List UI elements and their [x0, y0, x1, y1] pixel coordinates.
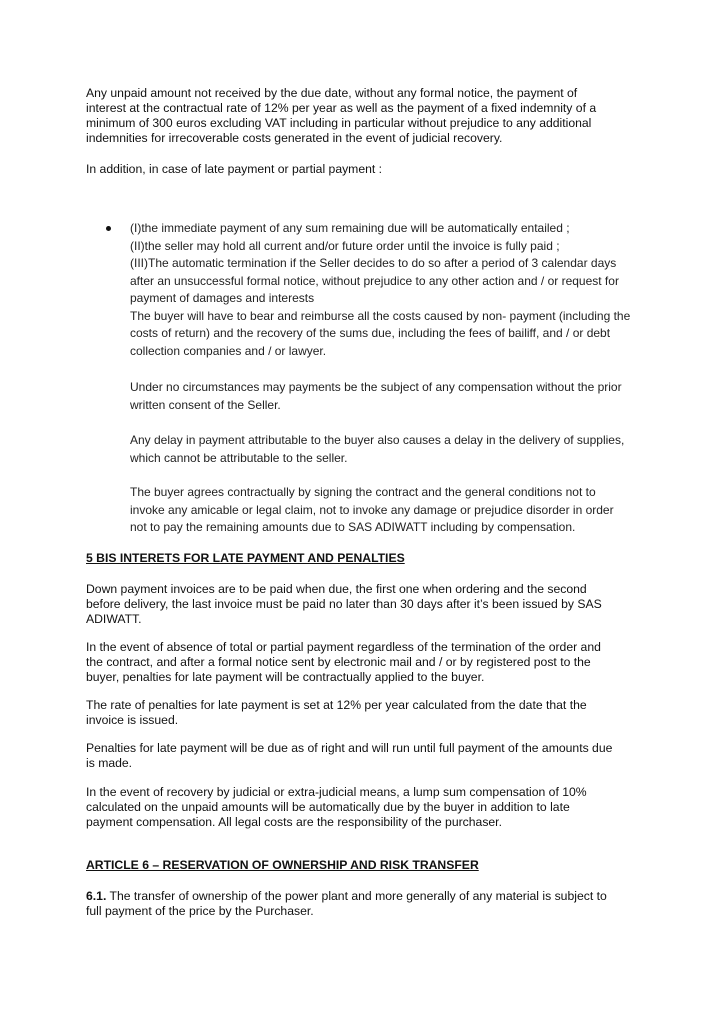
buyer-agreement-paragraph: The buyer agrees contractually by signing the contract and the general conditions not to invoke any amicable or legal claim, not to invoke any damage or prejudice disorder in order not to pay the remaining amounts due to SAS ADIWATT including by compensation. [130, 485, 614, 534]
absence-payment-paragraph: In the event of absence of total or partial payment regardless of the termination of the order and the contract, and after a formal notice sent by electronic mail and / or by registered post to the buyer, penalties for late payment will be contractually applied to the buyer. [86, 640, 601, 684]
article-6-1-paragraph: 6.1. The transfer of ownership of the power plant and more generally of any material is subject to full payment of the price by the Purchaser. [86, 889, 607, 918]
bullet-item: (I)the immediate payment of any sum remaining due will be automatically entailed ; (II)the seller may hold all current and/or future order until the invoice is fully paid ; (III)The automatic termination if the Seller decides to do so after a period of 3 calendar days after an unsuccessful formal notice, without prejudice to any other action and / or request for payment of damages and interests The buyer will have to bear and reimburse all the costs caused by non- payment (including the costs of return) and the recovery of the sums due, including the fees of bailiff, and / or debt collection companies and / or lawyer. [130, 221, 631, 358]
clause-number: 6.1. [86, 889, 107, 903]
delivery-delay-paragraph: Any delay in payment attributable to the buyer also causes a delay in the delivery of supplies, which cannot be attributable to the seller. [130, 433, 625, 465]
compensation-paragraph: Under no circumstances may payments be the subject of any compensation without the prior written consent of the Seller. [130, 380, 622, 412]
section-heading-5bis: 5 BIS INTERETS FOR LATE PAYMENT AND PENALTIES [86, 551, 405, 565]
penalty-rate-paragraph: The rate of penalties for late payment is set at 12% per year calculated from the date that the invoice is issued. [86, 698, 587, 727]
recovery-paragraph: In the event of recovery by judicial or extra-judicial means, a lump sum compensation of 10% calculated on the unpaid amounts will be automatically due by the buyer in addition to late payment compensation. All legal costs are the responsibility of the purchaser. [86, 785, 587, 829]
section-heading-article-6: ARTICLE 6 – RESERVATION OF OWNERSHIP AND RISK TRANSFER [86, 858, 479, 872]
bullet-icon [106, 226, 111, 231]
unpaid-amount-paragraph: Any unpaid amount not received by the due date, without any formal notice, the payment of interest at the contractual rate of 12% per year as well as the payment of a fixed indemnity of a minimum of 300 euros excluding VAT including in particular without prejudice to any additional indemnities for irrecoverable costs generated in the event of judicial recovery. [86, 86, 597, 145]
late-payment-intro: In addition, in case of late payment or partial payment : [86, 162, 383, 176]
penalties-due-paragraph: Penalties for late payment will be due as of right and will run until full payment of the amounts due is made. [86, 741, 613, 770]
down-payment-paragraph: Down payment invoices are to be paid when due, the first one when ordering and the second before delivery, the last invoice must be paid no later than 30 days after it’s been issued by SAS ADIWATT. [86, 582, 602, 626]
